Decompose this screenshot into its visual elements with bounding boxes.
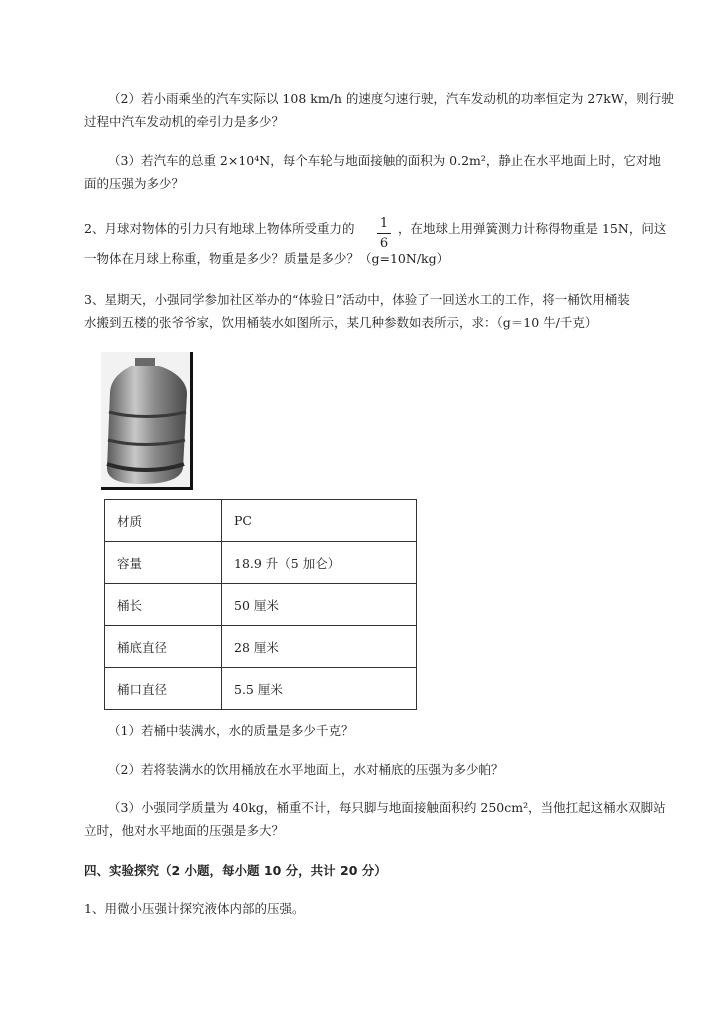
table-cell: 18.9 升（5 加仑） xyxy=(222,542,417,584)
q1-sub2-line2: 过程中汽车发动机的牵引力是多少？ xyxy=(84,114,285,129)
fraction-one-sixth xyxy=(377,216,391,251)
fraction-numerator: 1 xyxy=(379,216,389,231)
table-cell: 容量 xyxy=(105,542,222,584)
table-row xyxy=(105,584,417,626)
q3-sub3-line2: 立时，他对水平地面的压强是多大？ xyxy=(84,823,285,838)
fraction-bar xyxy=(377,233,391,234)
q1-sub3-line1: （3）若汽车的总重 2×10⁴N，每个车轮与地面接触的面积为 0.2m²，静止在水平地面上时，它对地 xyxy=(108,153,661,168)
table-row xyxy=(105,542,417,584)
section4-q1: 1、用微小压强计探究液体内部的压强。 xyxy=(84,901,305,916)
fraction-denominator: 6 xyxy=(379,236,389,251)
table-cell: 桶长 xyxy=(105,584,222,626)
q3-line1: 3、星期天，小强同学参加社区举办的“体验日”活动中，体验了一回送水工的工作，将一桶饮用桶装 xyxy=(84,292,630,307)
q3-line2: 水搬到五楼的张爷爷家，饮用桶装水如图所示，某几种参数如表所示，求：（g＝10 牛/千克） xyxy=(84,315,598,330)
table-cell: 桶底直径 xyxy=(105,626,222,668)
q3-sub1: （1）若桶中装满水，水的质量是多少千克？ xyxy=(108,723,354,738)
table-cell: 50 厘米 xyxy=(222,584,417,626)
table-cell: 材质 xyxy=(105,500,222,542)
table-row xyxy=(105,500,417,542)
table-cell: 桶口直径 xyxy=(105,668,222,710)
table-cell: 28 厘米 xyxy=(222,626,417,668)
q1-sub2-line1: （2）若小雨乘坐的汽车实际以 108 km/h 的速度匀速行驶，汽车发动机的功率恒定为 27kW，则行驶 xyxy=(108,91,674,106)
table-row xyxy=(105,668,417,710)
spec-table xyxy=(104,499,417,710)
water-bottle-photo xyxy=(101,352,193,490)
table-row xyxy=(105,626,417,668)
section-heading: 四、实验探究（2 小题，每小题 10 分，共计 20 分） xyxy=(84,863,387,878)
q3-sub3-line1: （3）小强同学质量为 40kg，桶重不计，每只脚与地面接触面积约 250cm²，当他扛起这桶水双脚站 xyxy=(108,800,666,815)
q1-sub3-line2: 面的压强为多少？ xyxy=(84,176,185,191)
table-cell: 5.5 厘米 xyxy=(222,668,417,710)
q2-line1-after: ，在地球上用弹簧测力计称得物重是 15N，问这 xyxy=(398,221,667,236)
q2-line1-before: 2、月球对物体的引力只有地球上物体所受重力的 xyxy=(84,221,355,236)
table-cell: PC xyxy=(222,500,417,542)
q2-line2: 一物体在月球上称重，物重是多少？质量是多少？（g=10N/kg） xyxy=(84,251,450,266)
q3-sub2: （2）若将装满水的饮用桶放在水平地面上，水对桶底的压强为多少帕？ xyxy=(108,762,504,777)
